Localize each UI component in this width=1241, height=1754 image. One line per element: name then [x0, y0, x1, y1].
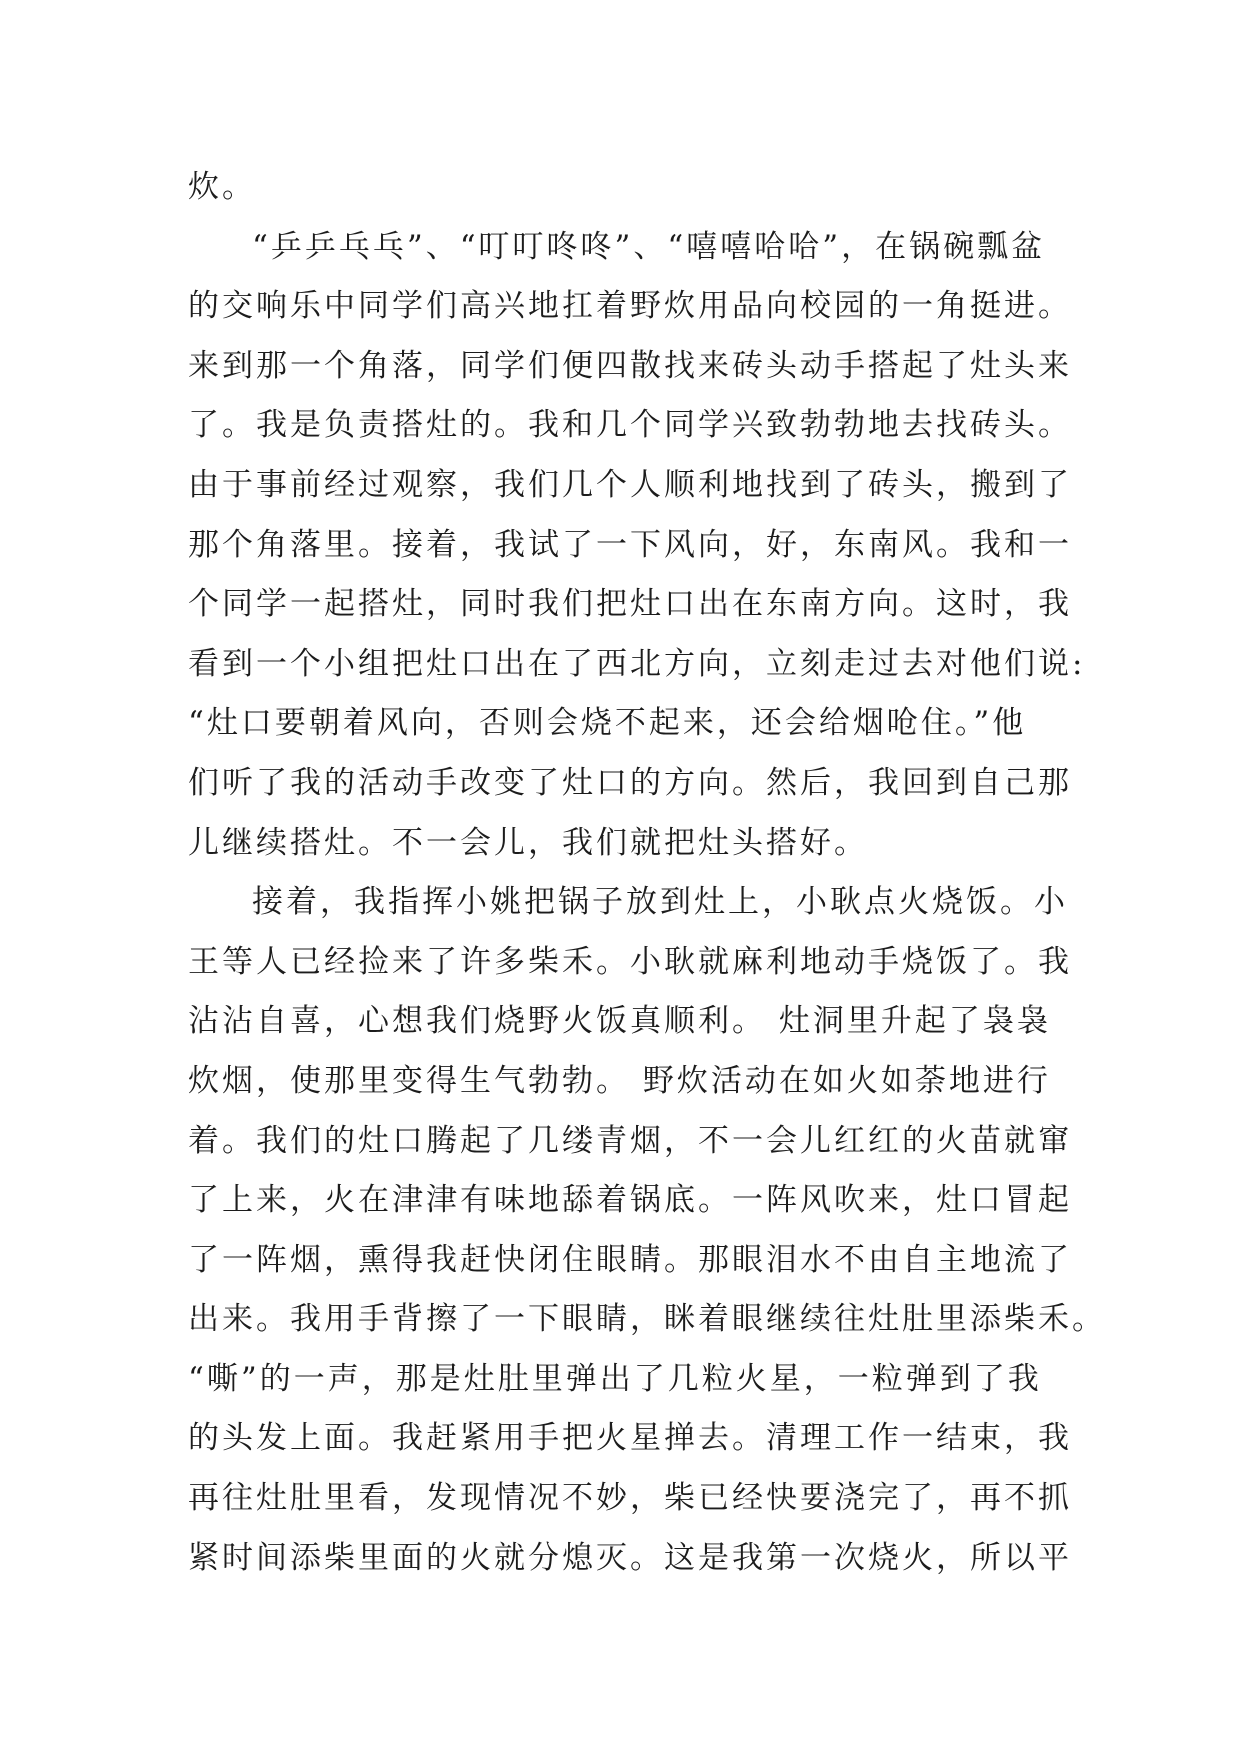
text-line: 着。我们的灶口腾起了几缕青烟，不一会儿红红的火苗就窜 [188, 1122, 1072, 1159]
text-line: 来到那一个角落，同学们便四散找来砖头动手搭起了灶头来 [188, 347, 1072, 384]
text-line: 了。我是负责搭灶的。我和几个同学兴致勃勃地去找砖头。 [188, 407, 1072, 444]
text-line: 炊烟，使那里变得生气勃勃。 野炊活动在如火如荼地进行 [188, 1062, 1051, 1099]
text-line: 们听了我的活动手改变了灶口的方向。然后，我回到自己那 [188, 764, 1072, 801]
text-line: 了一阵烟，熏得我赶快闭住眼睛。那眼泪水不由自主地流了 [188, 1241, 1072, 1278]
paragraph-start-line: “乒乒乓乓”、“叮叮咚咚”、“嘻嘻哈哈”，在锅碗瓢盆 [252, 228, 1046, 265]
text-line: 炊。 [188, 169, 256, 205]
text-line: 再往灶肚里看，发现情况不妙，柴已经快要浇完了，再不抓 [188, 1480, 1072, 1517]
text-line: 由于事前经过观察，我们几个人顺利地找到了砖头，搬到了 [188, 466, 1072, 503]
text-line: 了上来，火在津津有味地舔着锅底。一阵风吹来，灶口冒起 [188, 1182, 1072, 1219]
text-line: 个同学一起搭灶，同时我们把灶口出在东南方向。这时，我 [188, 586, 1072, 623]
paragraph-start-line: 接着，我指挥小姚把锅子放到灶上，小耿点火烧饭。小 [252, 884, 1068, 921]
text-line: 的头发上面。我赶紧用手把火星掸去。清理工作一结束，我 [188, 1420, 1072, 1457]
text-line: 出来。我用手背擦了一下眼睛，眯着眼继续往灶肚里添柴禾。 [188, 1301, 1106, 1338]
text-line: 沾沾自喜，心想我们烧野火饭真顺利。 灶洞里升起了袅袅 [188, 1003, 1051, 1040]
text-line: 儿继续搭灶。不一会儿，我们就把灶头搭好。 [188, 824, 868, 861]
text-line: 看到一个小组把灶口出在了西北方向，立刻走过去对他们说: [188, 645, 1086, 682]
text-line: “嘶”的一声，那是灶肚里弹出了几粒火星，一粒弹到了我 [188, 1360, 1042, 1397]
text-line: 的交响乐中同学们高兴地扛着野炊用品向校园的一角挺进。 [188, 288, 1072, 325]
essay-body [188, 158, 1106, 1588]
text-line: “灶口要朝着风向，否则会烧不起来，还会给烟呛住。”他 [188, 705, 1027, 742]
text-line: 那个角落里。接着，我试了一下风向，好，东南风。我和一 [188, 526, 1072, 563]
text-line: 紧时间添柴里面的火就分熄灭。这是我第一次烧火，所以平 [188, 1539, 1072, 1576]
text-line: 王等人已经捡来了许多柴禾。小耿就麻利地动手烧饭了。我 [188, 943, 1072, 980]
